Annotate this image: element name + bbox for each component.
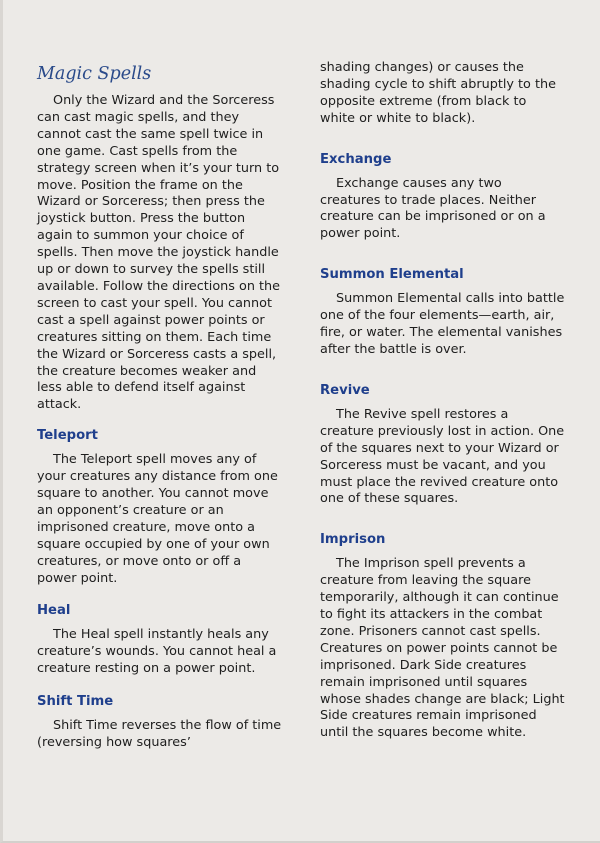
summon-elemental-body: Summon Elemental calls into battle one of the four elements—earth, air, fire, or water. The elemental vanishes after the battle is over. (320, 291, 565, 357)
shift-time-body-end: shading changes) or causes the shading cycle to shift abruptly to the opposite extreme (from black to white or white to black). (320, 60, 556, 126)
imprison-heading: Imprison (320, 532, 386, 548)
exchange-heading: Exchange (320, 151, 392, 167)
revive-body: The Revive spell restores a creature previously lost in action. One of the squares next to your Wizard or Sorceress must be vacant, and you must place the revived creature onto one of these squares. (320, 406, 565, 507)
exchange-body: Exchange causes any two creatures to trade places. Neither creature can be imprisoned or on a power point. (320, 175, 546, 242)
revive-heading: Revive (320, 382, 370, 398)
heal-heading: Heal (37, 603, 71, 619)
teleport-heading: Teleport (37, 428, 98, 444)
right-column (320, 60, 565, 742)
shift-time-body-start: Shift Time reverses the flow of time (reversing how squares’ (37, 718, 282, 751)
shift-time-heading: Shift Time (37, 694, 114, 710)
heal-body: The Heal spell instantly heals any creature’s wounds. You cannot heal a creature resting on a power point. (37, 627, 277, 677)
magic-spells-title: Magic Spells (37, 64, 152, 84)
teleport-body: The Teleport spell moves any of your creatures any distance from one square to another. You cannot move an opponent’s creature or an imprisoned creature, move onto a square occupied by one of your own creatures, or move onto or off a power point. (37, 452, 278, 586)
summon-elemental-heading: Summon Elemental (320, 267, 464, 283)
imprison-body: The Imprison spell prevents a creature from leaving the square temporarily, although it can continue to fight its attackers in the combat zone. Prisoners cannot cast spells. Creatures on power points cannot be imprisoned. Dark Side creatures remain imprisoned until squares whose shades change are black; Light Side creatures remain imprisoned until the squares become white. (320, 556, 565, 741)
left-column (37, 64, 283, 752)
magic-spells-body: Only the Wizard and the Sorceress can cast magic spells, and they cannot cast the same spell twice in one game. Cast spells from the strategy screen when it’s your turn to move. Position the frame on the Wizard or Sorceress; then press the joystick button. Press the button again to summon your choice of spells. Then move the joystick handle up or down to survey the spells still available. Follow the directions on the screen to cast your spell. You cannot cast a spell against power points or creatures sitting on them. Each time the Wizard or Sorceress casts a spell, the creature becomes weaker and less able to defend itself against attack. (37, 93, 280, 413)
